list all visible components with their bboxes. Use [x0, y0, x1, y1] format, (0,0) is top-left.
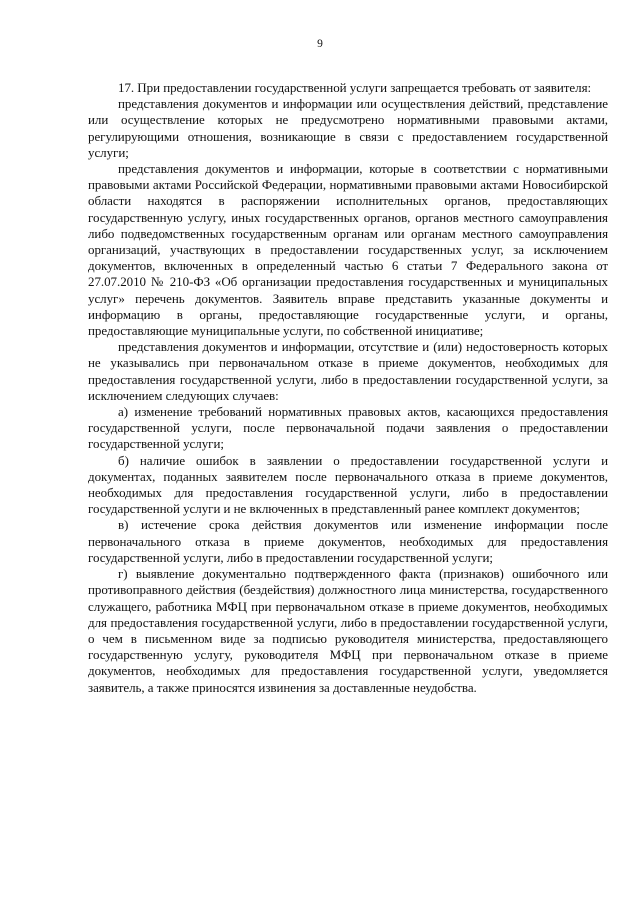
paragraph-documents-in-possession: представления документов и информации, которые в соответствии с нормативными правовыми актами Российской Федерации, нормативными правовыми актами Новосибирской области находятся в распоряжении исполнительных органов, предоставляющих государственную услугу, иных государственных органов, органов местного самоуправления либо подведомственных государственным органам или органам местного самоуправления организаций, участвующих в предоставлении государственных услуг, за исключением документов, включенных в определенный частью 6 статьи 7 Федерального закона от 27.07.2010 № 210-ФЗ «Об организации предоставления государственных и муниципальных услуг» перечень документов. Заявитель вправе представить указанные документы и информацию в органы, предоставляющие государственные услуги, и органы, предоставляющие муниципальные услуги, по собственной инициативе;	[88, 161, 608, 339]
paragraph-case-g: г) выявление документально подтвержденного факта (признаков) ошибочного или противоправного действия (бездействия) должностного лица министерства, государственного служащего, работника МФЦ при первоначальном отказе в приеме документов, необходимых для предоставления государственной услуги, либо в предоставлении государственной услуги, о чем в письменном виде за подписью руководителя министерства, предоставляющего государственную услугу, руководителя МФЦ при первоначальном отказе в приеме документов, необходимых для предоставления государственной услуги, уведомляется заявитель, а также приносятся извинения за доставленные неудобства.	[88, 566, 608, 695]
paragraph-case-v: в) истечение срока действия документов или изменение информации после первоначального отказа в приеме документов, необходимых для предоставления государственной услуги, либо в предоставлении государственной услуги;	[88, 517, 608, 565]
paragraph-unregulated-documents: представления документов и информации или осуществления действий, представление или осуществление которых не предусмотрено нормативными правовыми актами, регулирующими отношения, возникающие в связи с предоставлением государственной услуги;	[88, 96, 608, 160]
paragraph-case-b: б) наличие ошибок в заявлении о предоставлении государственной услуги и документах, поданных заявителем после первоначального отказа в приеме документов, необходимых для предоставления государственной услуги, либо в предоставлении государственной услуги и не включенных в представленный ранее комплект документов;	[88, 452, 608, 517]
paragraph-case-a: а) изменение требований нормативных правовых актов, касающихся предоставления государственной услуги, после первоначальной подачи заявления о предоставлении государственной услуги;	[88, 404, 608, 452]
paragraph-documents-not-indicated: представления документов и информации, отсутствие и (или) недостоверность которых не указывались при первоначальном отказе в приеме документов, необходимых для предоставления государственной услуги, либо в предоставлении государственной услуги, за исключением следующих случаев:	[88, 339, 608, 403]
page-number: 9	[317, 38, 323, 50]
paragraph-item-17: 17. При предоставлении государственной услуги запрещается требовать от заявителя:	[118, 80, 592, 95]
document-body	[88, 80, 608, 696]
